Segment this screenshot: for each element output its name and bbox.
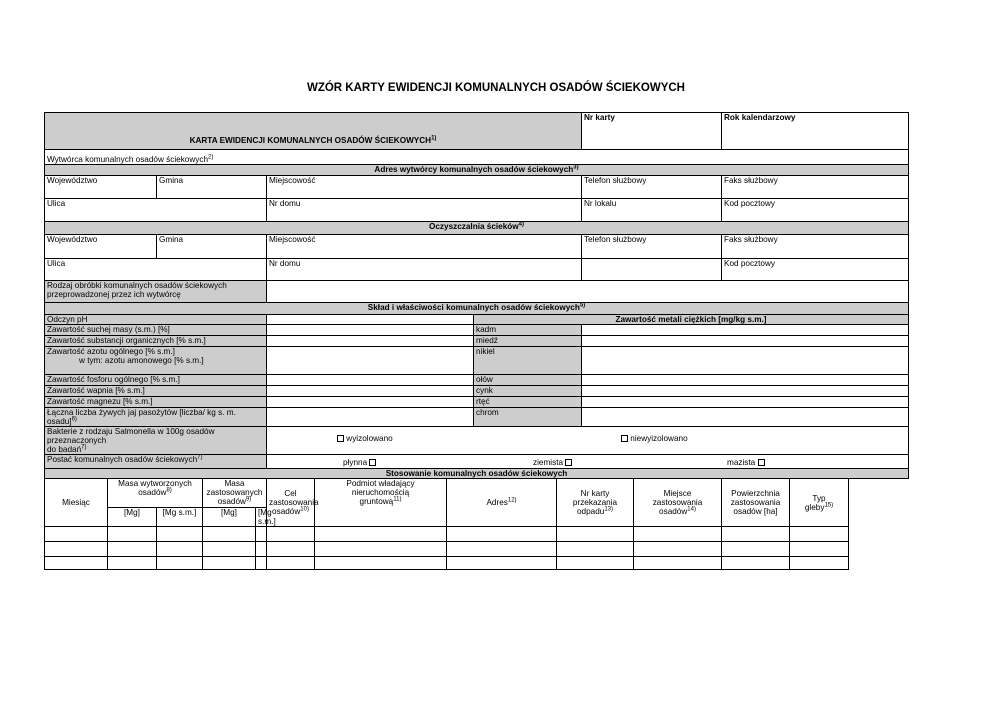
col-wytw-mg: [Mg] <box>108 508 157 527</box>
ocz-empty-field[interactable] <box>582 259 722 281</box>
ocz-kod-field[interactable]: Kod pocztowy <box>722 259 909 281</box>
table-cell[interactable] <box>557 527 634 542</box>
page-title: WZÓR KARTY EWIDENCJI KOMUNALNYCH OSADÓW ŚCIEKOWYCH <box>306 82 685 94</box>
table-cell[interactable] <box>157 527 203 542</box>
metal-nikiel-field[interactable] <box>582 347 909 375</box>
table-cell[interactable] <box>634 527 722 542</box>
table-cell[interactable] <box>45 527 108 542</box>
col-masa-wytworzonych: Masa wytworzonych osadów$^{8)}$ <box>108 479 203 508</box>
table-cell[interactable] <box>790 527 849 542</box>
table-cell[interactable] <box>267 527 315 542</box>
pasozyty-field[interactable] <box>267 408 474 427</box>
table-cell[interactable] <box>203 557 256 570</box>
metal-chrom-label: chrom <box>474 408 582 427</box>
organiczne-label: Zawartość substancji organicznych [% s.m.] <box>45 336 267 347</box>
card-title-cell: KARTA EWIDENCJI KOMUNALNYCH OSADÓW ŚCIEKOWYCH$^{1)}$ <box>45 113 582 150</box>
table-cell[interactable] <box>256 527 267 542</box>
adres-miejscowosc-field[interactable]: Miejscowość <box>267 176 582 199</box>
col-podmiot: Podmiot władający nieruchomością gruntową$^{11)}$ <box>315 479 447 527</box>
ocz-telefon-field[interactable]: Telefon służbowy <box>582 235 722 259</box>
table-cell[interactable] <box>790 557 849 570</box>
table-cell[interactable] <box>203 527 256 542</box>
fosfor-field[interactable] <box>267 375 474 386</box>
oczyszczalnia-heading: Oczyszczalnia ścieków$^{4)}$ <box>45 222 909 235</box>
table-row <box>45 527 909 542</box>
adres-nr-lokalu-field[interactable]: Nr lokalu <box>582 199 722 222</box>
niewyizolowano-checkbox[interactable] <box>621 435 628 442</box>
table-cell[interactable] <box>267 542 315 557</box>
table-cell[interactable] <box>722 527 790 542</box>
metal-cynk-label: cynk <box>474 386 582 397</box>
table-cell[interactable] <box>108 542 157 557</box>
plynna-checkbox[interactable] <box>369 459 376 466</box>
ocz-nr-domu-field[interactable]: Nr domu <box>267 259 582 281</box>
azot-label: Zawartość azotu ogólnego [% s.m.] w tym: azotu amonowego [% s.m.] <box>45 347 267 375</box>
ocz-ulica-field[interactable]: Ulica <box>45 259 267 281</box>
metal-nikiel-label: nikiel <box>474 347 582 375</box>
metal-miedz-label: miedź <box>474 336 582 347</box>
organiczne-field[interactable] <box>267 336 474 347</box>
fosfor-label: Zawartość fosforu ogólnego [% s.m.] <box>45 375 267 386</box>
rodzaj-obrobki-field[interactable] <box>267 281 909 303</box>
metal-cynk-field[interactable] <box>582 386 909 397</box>
adres-faks-field[interactable]: Faks służbowy <box>722 176 909 199</box>
table-cell[interactable] <box>447 557 557 570</box>
table-cell[interactable] <box>315 557 447 570</box>
wapn-field[interactable] <box>267 386 474 397</box>
adres-ulica-field[interactable]: Ulica <box>45 199 267 222</box>
adres-nr-domu-field[interactable]: Nr domu <box>267 199 582 222</box>
record-card-form <box>44 112 909 570</box>
niewyizolowano-option[interactable]: niewyizolowano <box>621 434 688 443</box>
nr-karty-field[interactable]: Nr karty <box>582 113 722 150</box>
col-miejsce: Miejsce zastosowania osadów$^{14)}$ <box>634 479 722 527</box>
table-cell[interactable] <box>256 542 267 557</box>
table-cell[interactable] <box>557 542 634 557</box>
rodzaj-obrobki-label: Rodzaj obróbki komunalnych osadów ściekowych przeprowadzonej przez ich wytwórcę <box>45 281 267 303</box>
table-cell[interactable] <box>447 542 557 557</box>
metal-olow-label: ołów <box>474 375 582 386</box>
magnez-field[interactable] <box>267 397 474 408</box>
metal-rtec-field[interactable] <box>582 397 909 408</box>
table-cell[interactable] <box>315 527 447 542</box>
sklad-heading: Skład i właściwości komunalnych osadów ściekowych$^{5)}$ <box>45 303 909 315</box>
col-cel: Cel zastosowania osadów$^{10)}$ <box>267 479 315 527</box>
col-zast-mg: [Mg] <box>203 508 256 527</box>
metal-kadm-field[interactable] <box>582 325 909 336</box>
rok-kalendarzowy-field[interactable]: Rok kalendarzowy <box>722 113 909 150</box>
sucha-masa-field[interactable] <box>267 325 474 336</box>
adres-wojewodztwo-field[interactable]: Województwo <box>45 176 157 199</box>
stosowanie-heading: Stosowanie komunalnych osadów ściekowych <box>45 469 909 479</box>
ph-field[interactable] <box>267 315 474 325</box>
wytworca-field[interactable]: Wytwórca komunalnych osadów ściekowych$^{2)}$ <box>45 150 909 165</box>
metal-olow-field[interactable] <box>582 375 909 386</box>
ocz-miejscowosc-field[interactable]: Miejscowość <box>267 235 582 259</box>
ziemista-option[interactable]: ziemista <box>533 458 572 467</box>
table-row <box>45 542 909 557</box>
adres-telefon-field[interactable]: Telefon służbowy <box>582 176 722 199</box>
table-cell[interactable] <box>256 557 267 570</box>
table-cell[interactable] <box>447 527 557 542</box>
col-nr-karty: Nr karty przekazania odpadu$^{13)}$ <box>557 479 634 527</box>
azot-field[interactable] <box>267 347 474 375</box>
mazista-checkbox[interactable] <box>758 459 765 466</box>
postac-options <box>267 455 909 469</box>
table-cell[interactable] <box>108 527 157 542</box>
ocz-faks-field[interactable]: Faks służbowy <box>722 235 909 259</box>
bakterie-label: Bakterie z rodzaju Salmonella w 100g osadów przeznaczonych do badań$^{7)}$ <box>45 427 267 455</box>
wyizolowano-checkbox[interactable] <box>337 435 344 442</box>
ocz-wojewodztwo-field[interactable]: Województwo <box>45 235 157 259</box>
wapn-label: Zawartość wapnia [% s.m.] <box>45 386 267 397</box>
col-adres: Adres$^{12)}$ <box>447 479 557 527</box>
ocz-gmina-field[interactable]: Gmina <box>157 235 267 259</box>
col-powierzchnia: Powierzchnia zastosowania osadów [ha] <box>722 479 790 527</box>
table-cell[interactable] <box>203 542 256 557</box>
table-cell[interactable] <box>634 542 722 557</box>
bakterie-options <box>267 427 909 455</box>
table-cell[interactable] <box>157 542 203 557</box>
mazista-option[interactable]: mazista <box>727 458 765 467</box>
ziemista-checkbox[interactable] <box>565 459 572 466</box>
table-cell[interactable] <box>108 557 157 570</box>
table-cell[interactable] <box>722 557 790 570</box>
wyizolowano-option[interactable]: wyizolowano <box>337 434 393 443</box>
col-miesiac: Miesiąc <box>45 479 108 527</box>
sucha-masa-label: Zawartość suchej masy (s.m.) [%] <box>45 325 267 336</box>
pasozyty-label: Łączna liczba żywych jaj pasożytów [liczba/ kg s. m. osadu]$^{6)}$ <box>45 408 267 427</box>
metal-rtec-label: rtęć <box>474 397 582 408</box>
table-cell[interactable] <box>722 542 790 557</box>
col-masa-zastosowanych: Masa zastosowanych osadów$^{9)}$ <box>203 479 267 508</box>
table-row <box>45 557 909 570</box>
metal-kadm-label: kadm <box>474 325 582 336</box>
col-zast-mgsm: [Mg s.m.] <box>256 508 267 527</box>
adres-kod-field[interactable]: Kod pocztowy <box>722 199 909 222</box>
table-cell[interactable] <box>157 557 203 570</box>
ph-label: Odczyn pH <box>45 315 267 325</box>
table-cell[interactable] <box>315 542 447 557</box>
col-wytw-mgsm: [Mg s.m.] <box>157 508 203 527</box>
metal-miedz-field[interactable] <box>582 336 909 347</box>
metale-heading: Zawartość metali ciężkich [mg/kg s.m.] <box>474 315 909 325</box>
postac-label: Postać komunalnych osadów ściekowych$^{7)}$ <box>45 455 267 469</box>
table-cell[interactable] <box>790 542 849 557</box>
metal-chrom-field[interactable] <box>582 408 909 427</box>
magnez-label: Zawartość magnezu [% s.m.] <box>45 397 267 408</box>
plynna-option[interactable]: płynna <box>343 458 376 467</box>
table-cell[interactable] <box>45 557 108 570</box>
table-cell[interactable] <box>45 542 108 557</box>
table-cell[interactable] <box>557 557 634 570</box>
adres-heading: Adres wytwórcy komunalnych osadów ściekowych$^{3)}$ <box>45 165 909 176</box>
table-cell[interactable] <box>634 557 722 570</box>
table-cell[interactable] <box>267 557 315 570</box>
col-typ-gleby: Typ gleby$^{15)}$ <box>790 479 849 527</box>
adres-gmina-field[interactable]: Gmina <box>157 176 267 199</box>
